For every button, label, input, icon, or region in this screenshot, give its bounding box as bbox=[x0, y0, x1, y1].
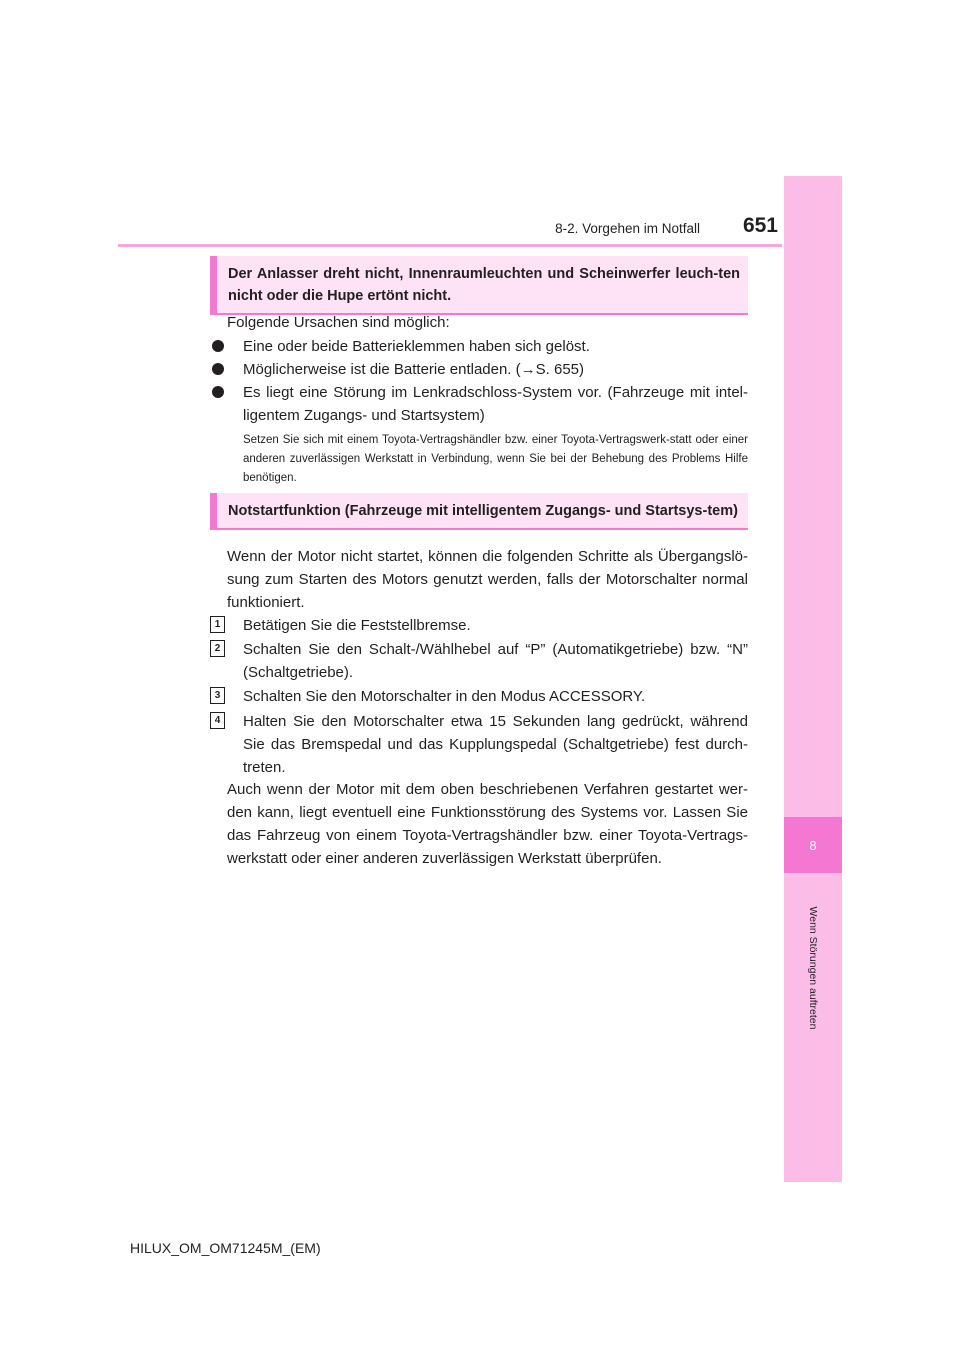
chapter-label bbox=[783, 880, 843, 1056]
closing-paragraph: Auch wenn der Motor mit dem oben beschriebenen Verfahren gestartet wer-den kann, liegt eventuell eine Funktionsstörung des Systems vor. Lassen Sie das Fahrzeug von einem Toyota-Vertragshändler bzw. einer Toyota-Vertrags-werkstatt oder einer anderen zuverlässigen Werkstatt überprüfen. bbox=[227, 781, 748, 867]
page-number: 651 bbox=[742, 214, 778, 237]
chapter-label-text: Wenn Störungen auftreten bbox=[807, 906, 819, 1030]
chapter-number-tab: 8 bbox=[784, 817, 842, 873]
header-rule bbox=[118, 244, 782, 247]
step-item: 1 Betätigen Sie die Feststellbremse. bbox=[210, 614, 748, 637]
step-number-badge: 1 bbox=[210, 616, 225, 633]
emergency-start-intro: Wenn der Motor nicht startet, können die folgenden Schritte als Übergangslö-sung zum Starten des Motors genutzt werden, falls der Motorschalter normal funktioniert. bbox=[227, 548, 748, 611]
step-number-badge: 3 bbox=[210, 687, 225, 704]
step-number-badge: 2 bbox=[210, 640, 225, 657]
step-item: 2 Schalten Sie den Schalt-/Wählhebel auf “P” (Automatikgetriebe) bzw. “N” (Schaltgetriebe). bbox=[210, 638, 748, 684]
running-header-section: 8-2. Vorgehen im Notfall bbox=[555, 221, 700, 236]
bullet-dot-icon bbox=[212, 340, 224, 352]
dealer-note: Setzen Sie sich mit einem Toyota-Vertragshändler bzw. einer Toyota-Vertragswerk-statt oder einer anderen zuverlässigen Werkstatt in Verbindung, wenn Sie bei der Behebung des Problems Hilfe benötigen. bbox=[243, 434, 748, 484]
causes-intro: Folgende Ursachen sind möglich: bbox=[227, 314, 450, 331]
section-heading-starter: Der Anlasser dreht nicht, Innenraumleuchten und Scheinwerfer leuch-ten nicht oder die Hupe ertönt nicht. bbox=[210, 256, 748, 315]
bullet-item: Möglicherweise ist die Batterie entladen. (→S. 655) bbox=[212, 358, 748, 381]
step-number-badge: 4 bbox=[210, 712, 225, 729]
bullet-dot-icon bbox=[212, 386, 224, 398]
bullet-item: Es liegt eine Störung im Lenkradschloss-System vor. (Fahrzeuge mit intel-ligentem Zugangs- und Startsystem) bbox=[212, 381, 748, 427]
step-item: 3 Schalten Sie den Motorschalter in den Modus ACCESSORY. bbox=[210, 685, 748, 708]
bullet-item: Eine oder beide Batterieklemmen haben sich gelöst. bbox=[212, 335, 748, 358]
step-item: 4 Halten Sie den Motorschalter etwa 15 Sekunden lang gedrückt, während Sie das Bremspedal und das Kupplungspedal (Schaltgetriebe) fest durch-treten. bbox=[210, 710, 748, 779]
section-heading-emergency-start: Notstartfunktion (Fahrzeuge mit intelligentem Zugangs- und Startsys-tem) bbox=[210, 493, 748, 530]
document-code: HILUX_OM_OM71245M_(EM) bbox=[130, 1240, 321, 1256]
bullet-dot-icon bbox=[212, 363, 224, 375]
